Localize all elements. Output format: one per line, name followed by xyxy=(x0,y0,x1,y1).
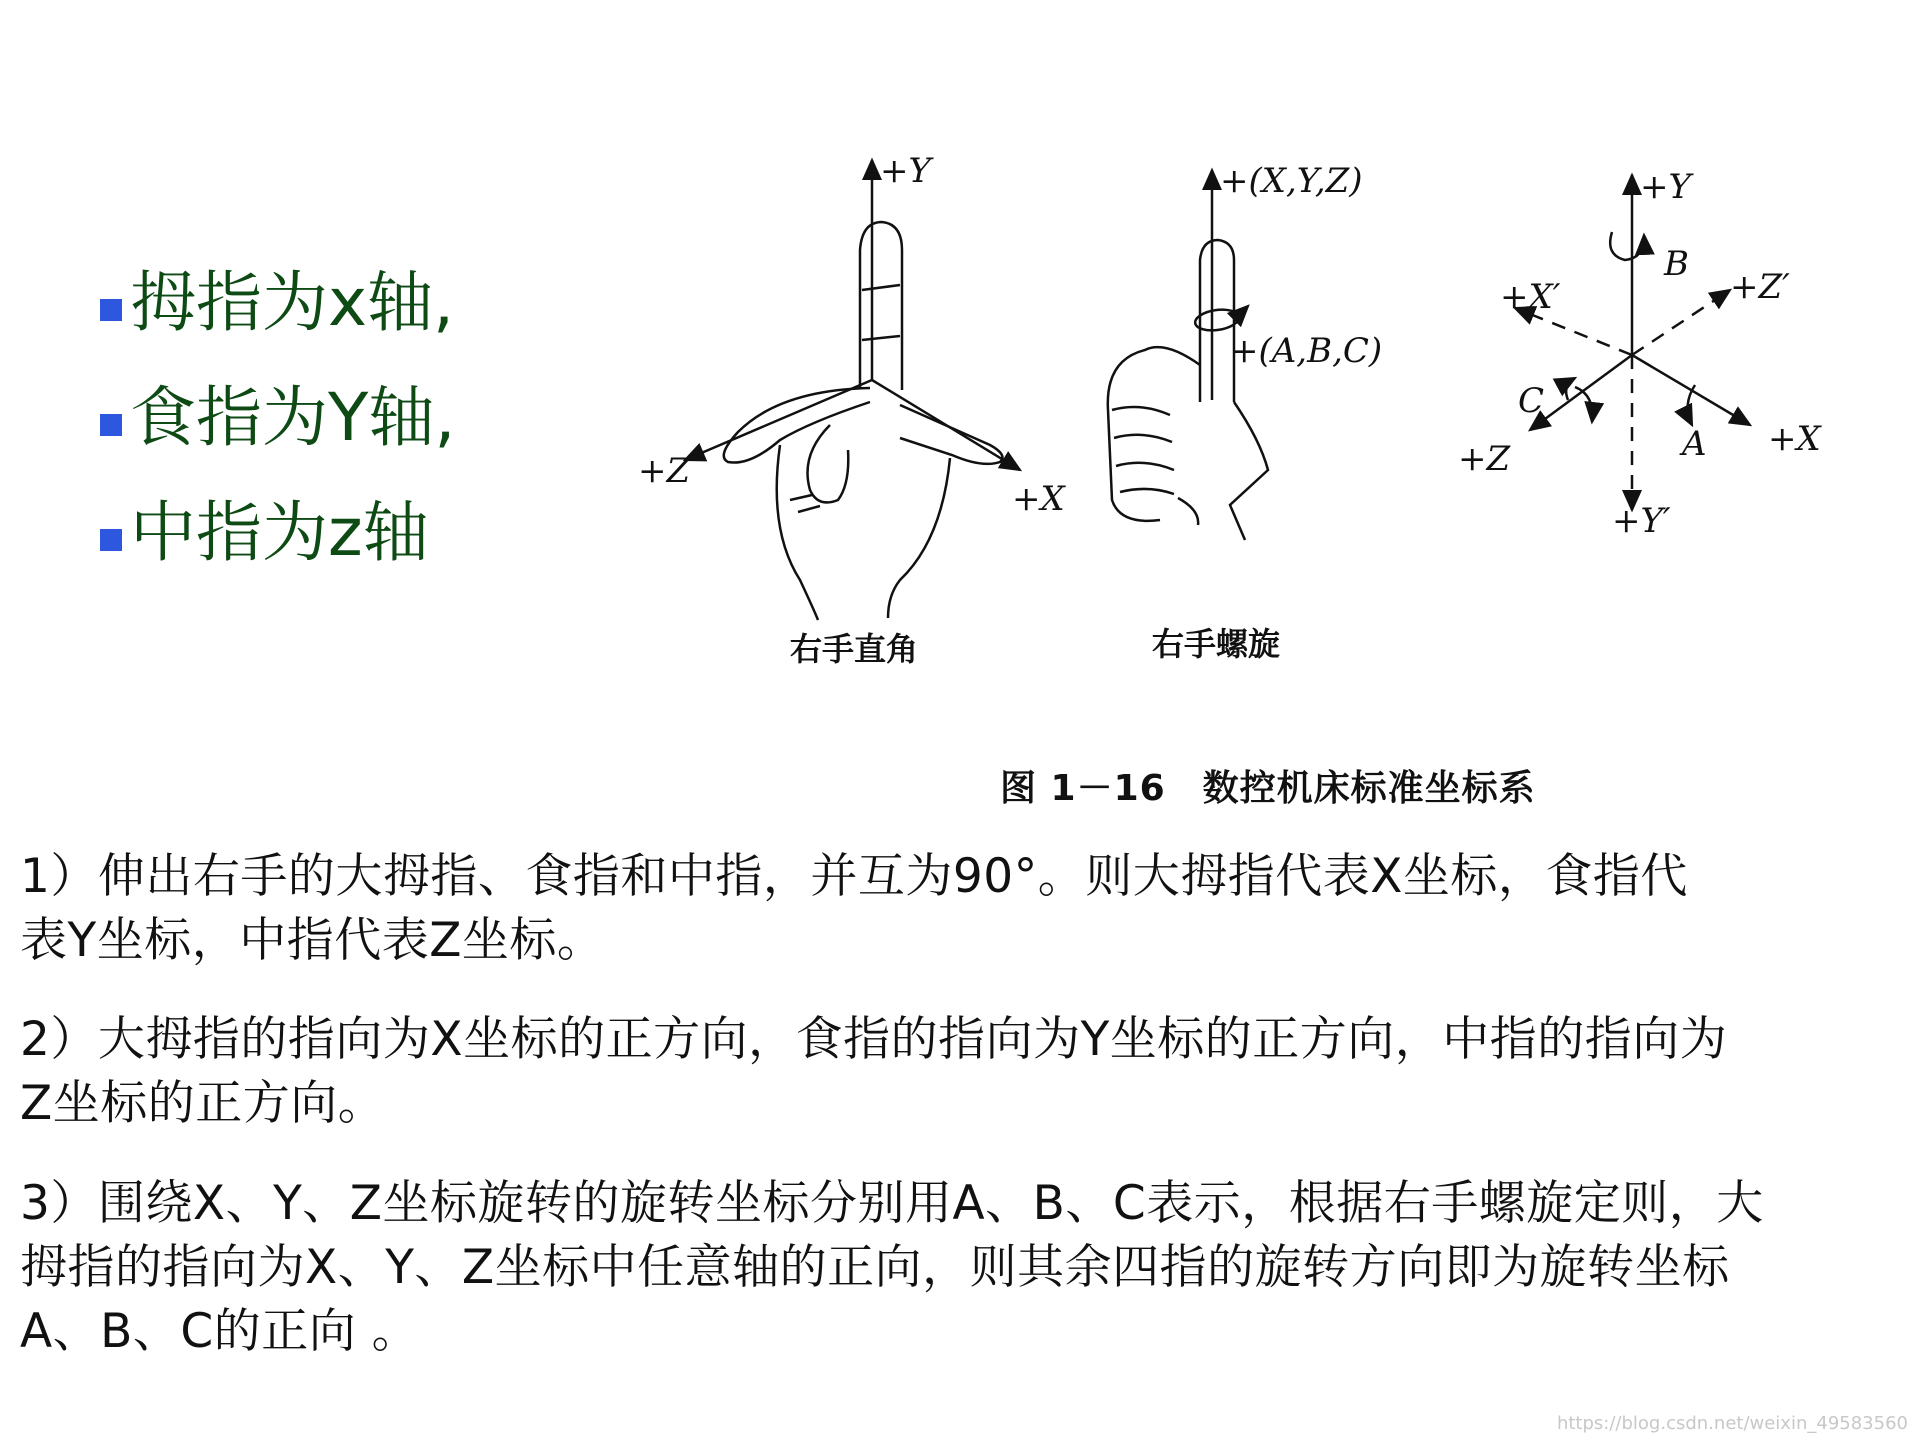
bullet-square-icon xyxy=(100,529,122,551)
caption-right-hand-axes: 右手直角 xyxy=(790,630,919,668)
label-coord-plus-x-prime: +X′ xyxy=(1500,277,1561,317)
paragraph-2 xyxy=(20,1008,1920,1136)
right-hand-axes-drawing xyxy=(685,160,1020,620)
coordinate-system-drawing xyxy=(1515,175,1750,510)
label-coord-plus-z-prime: +Z′ xyxy=(1730,267,1790,307)
paragraph-line: Z坐标的正方向。 xyxy=(20,1076,386,1131)
bullet-text: 食指为Y轴, xyxy=(130,379,456,456)
bullet-square-icon xyxy=(100,299,122,321)
label-plus-y: +Y xyxy=(880,151,931,191)
bullet-text: 拇指为x轴, xyxy=(130,264,455,341)
label-coord-a: A xyxy=(1682,424,1707,464)
label-plus-z: +Z xyxy=(638,451,691,491)
bullet-middle-z xyxy=(100,494,429,571)
label-coord-b: B xyxy=(1664,244,1689,284)
bullet-index-y xyxy=(100,379,456,456)
bullet-text: 中指为z轴 xyxy=(130,494,429,571)
label-coord-plus-y: +Y xyxy=(1640,167,1691,207)
label-linear-axes: +(X,Y,Z) xyxy=(1220,161,1363,201)
paragraph-line: 表Y坐标，中指代表Z坐标。 xyxy=(20,913,605,968)
paragraph-line: A、B、C的正向 。 xyxy=(20,1304,420,1359)
label-coord-c: C xyxy=(1518,381,1545,421)
coordinate-figure xyxy=(600,140,1900,700)
bullet-thumb-x xyxy=(100,264,455,341)
label-coord-plus-y-prime: +Y′ xyxy=(1612,501,1671,541)
paragraph-3 xyxy=(20,1172,1920,1364)
figure-caption: 图 1－16 数控机床标准坐标系 xyxy=(1000,768,1536,809)
paragraph-line: 2）大拇指的指向为X坐标的正方向，食指的指向为Y坐标的正方向，中指的指向为 xyxy=(20,1012,1728,1067)
bullet-square-icon xyxy=(100,414,122,436)
label-plus-x: +X xyxy=(1012,479,1065,519)
label-coord-plus-z: +Z xyxy=(1458,439,1511,479)
paragraph-line: 拇指的指向为X、Y、Z坐标中任意轴的正向，则其余四指的旋转方向即为旋转坐标 xyxy=(20,1240,1730,1295)
paragraph-line: 3）围绕X、Y、Z坐标旋转的旋转坐标分别用A、B、C表示，根据右手螺旋定则，大 xyxy=(20,1176,1764,1231)
paragraph-1 xyxy=(20,845,1920,973)
paragraph-line: 1）伸出右手的大拇指、食指和中指，并互为90°。则大拇指代表X坐标，食指代 xyxy=(20,849,1688,904)
label-coord-plus-x: +X xyxy=(1768,419,1821,459)
caption-right-hand-screw: 右手螺旋 xyxy=(1152,625,1281,663)
label-rotary-axes: +(A,B,C) xyxy=(1230,331,1383,371)
watermark: https://blog.csdn.net/weixin_49583560 xyxy=(1556,1413,1908,1434)
